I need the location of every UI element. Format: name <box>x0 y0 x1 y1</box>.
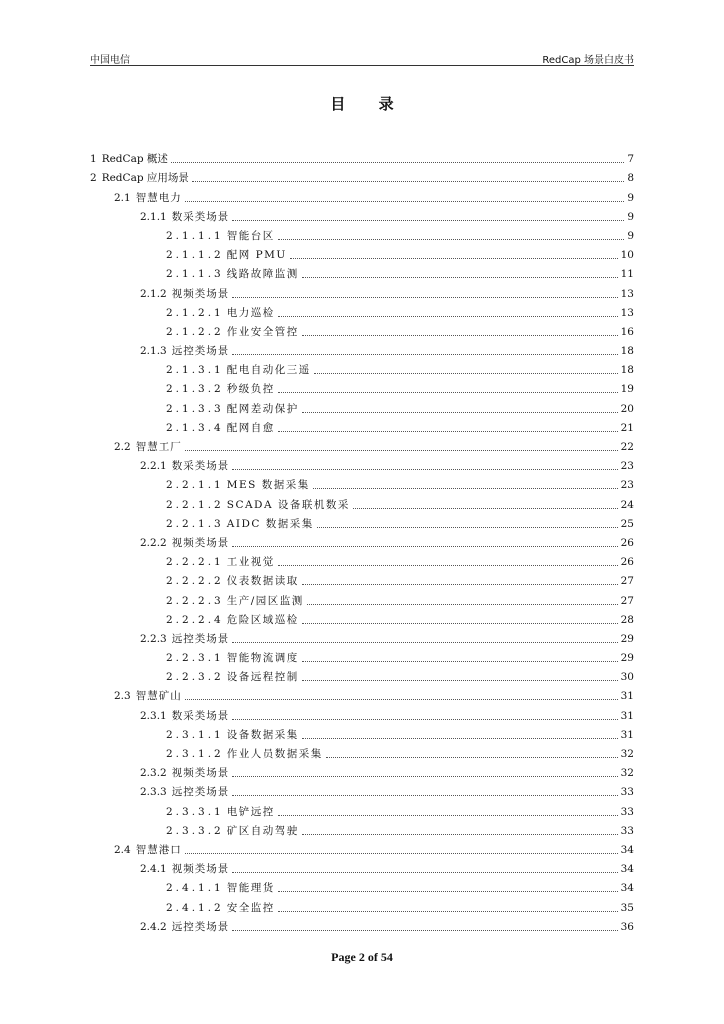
toc-entry-number: 2.3.1.2 <box>166 748 224 760</box>
toc-entry-title: 电力巡检 <box>226 306 275 319</box>
toc-entry[interactable] <box>90 607 634 626</box>
toc-entry-number: 2.3.3.2 <box>166 824 224 837</box>
toc-entry-title: 配电自动化三遥 <box>226 364 311 377</box>
toc-dot-leader <box>232 641 617 643</box>
toc-entry[interactable] <box>90 779 634 798</box>
toc-entry-title: 设备数据采集 <box>226 728 299 741</box>
toc-entry-page: 33 <box>620 805 634 818</box>
toc-dot-leader <box>232 794 617 796</box>
toc-entry-title: 生产/园区监测 <box>226 594 304 607</box>
toc-entry[interactable] <box>90 223 634 242</box>
toc-entry[interactable] <box>90 376 634 395</box>
toc-dot-leader <box>302 334 618 336</box>
toc-entry-page: 28 <box>620 613 634 626</box>
toc-entry-title: 智能物流调度 <box>226 652 299 665</box>
toc-dot-leader <box>171 161 624 163</box>
toc-entry-title: 智能台区 <box>226 229 275 242</box>
toc-entry-page: 34 <box>620 882 634 895</box>
toc-entry-title: AIDC 数据采集 <box>226 517 314 530</box>
toc-entry-title: 远控类场景 <box>171 920 230 933</box>
toc-entry-title: RedCap 概述 <box>101 153 168 166</box>
toc-entry-page: 16 <box>620 325 634 338</box>
toc-entry-page: 33 <box>620 786 634 799</box>
toc-entry-number: 2.4 <box>114 843 131 856</box>
toc-entry[interactable] <box>90 511 634 530</box>
toc-entry-number: 2.1.3.3 <box>166 402 224 415</box>
toc-entry-page: 36 <box>620 920 634 933</box>
toc-entry-number: 2.1.1.1 <box>166 229 224 242</box>
toc-entry-number: 2.2.2.3 <box>166 594 224 607</box>
toc-entry[interactable] <box>90 798 634 817</box>
toc-dot-leader <box>326 756 618 758</box>
toc-entry-title: 配网差动保护 <box>226 402 299 415</box>
toc-entry[interactable] <box>90 453 634 472</box>
toc-dot-leader <box>353 507 618 509</box>
toc-entry-page: 34 <box>620 863 634 876</box>
toc-entry-page: 20 <box>620 402 634 415</box>
toc-entry-page: 18 <box>620 364 634 377</box>
toc-entry-page: 25 <box>620 517 634 530</box>
toc-entry-title: 作业安全管控 <box>226 325 299 338</box>
toc-dot-leader <box>232 929 617 931</box>
toc-entry-number: 2.2.3 <box>140 632 167 645</box>
toc-entry[interactable] <box>90 319 634 338</box>
toc-entry-page: 27 <box>620 575 634 588</box>
toc-entry-title: 数采类场景 <box>171 709 230 722</box>
toc-entry[interactable] <box>90 261 634 280</box>
toc-entry[interactable] <box>90 415 634 434</box>
toc-entry-title: 秒级负控 <box>226 383 275 396</box>
toc-entry-number: 2.1.2.1 <box>166 306 224 319</box>
toc-entry[interactable] <box>90 280 634 299</box>
toc-entry-number: 2.4.1 <box>140 863 167 876</box>
header-doc-title: RedCap 场景白皮书 <box>542 55 634 66</box>
toc-entry-page: 9 <box>627 229 634 242</box>
toc-entry-title: 安全监控 <box>226 901 275 914</box>
toc-entry-page: 22 <box>620 441 634 453</box>
toc-entry-number: 2.2.3.2 <box>166 671 224 684</box>
toc-entry-page: 32 <box>620 748 634 760</box>
toc-entry-number: 2.3.2 <box>140 767 167 780</box>
toc-dot-leader <box>185 852 618 854</box>
toc-dot-leader <box>185 698 618 700</box>
table-of-contents <box>90 146 634 933</box>
toc-entry[interactable] <box>90 491 634 510</box>
toc-entry-page: 31 <box>620 709 634 722</box>
toc-entry-number: 2.1.2 <box>140 287 167 300</box>
toc-entry-title: 远控类场景 <box>171 632 230 645</box>
page-header <box>90 51 634 66</box>
toc-entry[interactable] <box>90 818 634 837</box>
toc-entry-title: 矿区自动驾驶 <box>226 824 299 837</box>
toc-entry-page: 29 <box>620 632 634 645</box>
toc-entry[interactable] <box>90 165 634 184</box>
toc-entry-title: 远控类场景 <box>171 345 230 358</box>
toc-entry-title: 危险区域巡检 <box>226 613 299 626</box>
toc-entry-title: 电铲远控 <box>226 805 275 818</box>
toc-dot-leader <box>290 257 618 259</box>
toc-entry-title: RedCap 应用场景 <box>101 172 189 185</box>
toc-entry-number: 2.1.3 <box>140 345 167 358</box>
toc-entry-page: 31 <box>620 690 634 703</box>
toc-entry-page: 26 <box>620 536 634 549</box>
toc-entry-title: 视频类场景 <box>171 536 230 549</box>
toc-dot-leader <box>302 679 618 681</box>
toc-entry[interactable] <box>90 204 634 223</box>
toc-dot-leader <box>278 391 618 393</box>
toc-dot-leader <box>302 660 618 662</box>
toc-entry[interactable] <box>90 760 634 779</box>
toc-entry-page: 13 <box>620 287 634 300</box>
toc-dot-leader <box>278 564 618 566</box>
toc-title: 目 录 <box>330 95 408 113</box>
toc-dot-leader <box>317 526 618 528</box>
toc-entry-number: 2.2 <box>114 441 131 453</box>
toc-entry-title: 工业视觉 <box>226 556 275 569</box>
toc-entry-title: 智慧矿山 <box>135 690 182 703</box>
toc-entry-number: 2.2.1.3 <box>166 517 224 530</box>
toc-entry-page: 29 <box>620 652 634 665</box>
toc-entry-page: 13 <box>620 306 634 319</box>
toc-dot-leader <box>192 180 624 182</box>
toc-entry[interactable] <box>90 894 634 913</box>
toc-entry-page: 32 <box>620 767 634 780</box>
toc-dot-leader <box>278 315 618 317</box>
toc-dot-leader <box>232 775 617 777</box>
toc-entry-title: 视频类场景 <box>171 863 230 876</box>
toc-entry-page: 19 <box>620 383 634 396</box>
toc-entry-number: 2.4.1.2 <box>166 901 224 914</box>
toc-entry-page: 24 <box>620 498 634 511</box>
toc-entry-title: 远控类场景 <box>171 786 230 799</box>
toc-entry-title: MES 数据采集 <box>226 479 310 492</box>
toc-entry-number: 2.1.1 <box>140 210 167 223</box>
page-number-footer: Page 2 of 54 <box>331 950 393 964</box>
toc-entry[interactable] <box>90 242 634 261</box>
toc-entry-number: 2.3 <box>114 690 131 703</box>
toc-dot-leader <box>278 890 618 892</box>
toc-entry-number: 2.1.1.3 <box>166 268 224 281</box>
toc-entry[interactable] <box>90 645 634 664</box>
toc-entry-page: 23 <box>620 479 634 492</box>
toc-dot-leader <box>302 622 618 624</box>
toc-entry[interactable] <box>90 146 634 165</box>
toc-entry-number: 2.4.1.1 <box>166 882 224 895</box>
toc-entry-title: SCADA 设备联机数采 <box>226 498 350 511</box>
toc-entry-title: 配网 PMU <box>226 249 287 262</box>
toc-entry-page: 9 <box>627 210 634 223</box>
toc-dot-leader <box>307 603 618 605</box>
toc-entry-title: 数采类场景 <box>171 210 230 223</box>
toc-entry-page: 18 <box>620 345 634 358</box>
toc-entry-number: 2.3.1.1 <box>166 728 224 741</box>
toc-entry[interactable] <box>90 184 634 203</box>
toc-entry-number: 2.3.3.1 <box>166 805 224 818</box>
toc-dot-leader <box>302 737 618 739</box>
toc-entry-number: 2.2.2.4 <box>166 613 224 626</box>
toc-dot-leader <box>232 468 617 470</box>
toc-entry-page: 30 <box>620 671 634 684</box>
toc-entry-title: 线路故障监测 <box>226 268 299 281</box>
toc-entry-page: 11 <box>620 268 634 281</box>
toc-dot-leader <box>185 449 618 451</box>
toc-entry[interactable] <box>90 587 634 606</box>
toc-entry[interactable] <box>90 549 634 568</box>
toc-entry-number: 1 <box>90 153 97 166</box>
toc-entry-title: 视频类场景 <box>171 287 230 300</box>
toc-entry-number: 2.1 <box>114 191 131 204</box>
toc-entry-number: 2.3.3 <box>140 786 167 799</box>
toc-entry-number: 2.1.3.1 <box>166 364 224 377</box>
toc-entry[interactable] <box>90 395 634 414</box>
toc-dot-leader <box>302 411 618 413</box>
toc-dot-leader <box>302 833 618 835</box>
toc-entry[interactable] <box>90 472 634 491</box>
toc-entry-number: 2.4.2 <box>140 920 167 933</box>
toc-entry-page: 34 <box>620 843 634 856</box>
toc-dot-leader <box>185 200 625 202</box>
toc-entry-number: 2.1.1.2 <box>166 249 224 262</box>
toc-dot-leader <box>232 871 617 873</box>
toc-entry-page: 26 <box>620 556 634 569</box>
toc-entry[interactable] <box>90 300 634 319</box>
toc-entry[interactable] <box>90 683 634 702</box>
toc-entry[interactable] <box>90 875 634 894</box>
toc-entry[interactable] <box>90 338 634 357</box>
toc-dot-leader <box>232 296 617 298</box>
toc-entry-title: 智慧港口 <box>135 843 182 856</box>
toc-entry[interactable] <box>90 702 634 721</box>
toc-entry-page: 8 <box>627 172 634 185</box>
toc-entry-title: 作业人员数据采集 <box>226 748 323 760</box>
toc-entry-number: 2.2.1 <box>140 460 167 473</box>
toc-entry-title: 智慧电力 <box>135 191 182 204</box>
toc-dot-leader <box>278 814 618 816</box>
toc-entry-page: 23 <box>620 460 634 473</box>
toc-entry-title: 数采类场景 <box>171 460 230 473</box>
toc-entry[interactable] <box>90 664 634 683</box>
toc-entry[interactable] <box>90 626 634 645</box>
toc-entry-number: 2.3.1 <box>140 709 167 722</box>
toc-dot-leader <box>302 583 618 585</box>
toc-entry-number: 2.2.2.1 <box>166 556 224 569</box>
toc-entry[interactable] <box>90 530 634 549</box>
toc-dot-leader <box>232 353 617 355</box>
toc-entry-number: 2 <box>90 172 97 185</box>
toc-dot-leader <box>232 545 617 547</box>
toc-entry-number: 2.1.2.2 <box>166 325 224 338</box>
toc-entry[interactable] <box>90 741 634 760</box>
toc-entry-page: 21 <box>620 421 634 434</box>
toc-entry-number: 2.2.3.1 <box>166 652 224 665</box>
header-org-name: 中国电信 <box>90 55 130 66</box>
toc-entry-title: 仪表数据读取 <box>226 575 299 588</box>
toc-entry-title: 视频类场景 <box>171 767 230 780</box>
toc-entry[interactable] <box>90 837 634 856</box>
toc-entry-number: 2.2.2 <box>140 536 167 549</box>
toc-dot-leader <box>302 276 618 278</box>
toc-entry-title: 配网自愈 <box>226 421 275 434</box>
toc-entry[interactable] <box>90 914 634 933</box>
toc-entry-page: 35 <box>620 901 634 914</box>
toc-entry-number: 2.1.3.4 <box>166 421 224 434</box>
toc-dot-leader <box>232 718 617 720</box>
toc-entry-number: 2.2.1.2 <box>166 498 224 511</box>
toc-entry-title: 设备远程控制 <box>226 671 299 684</box>
toc-entry-page: 9 <box>627 191 634 204</box>
toc-dot-leader <box>232 219 624 221</box>
toc-dot-leader <box>313 487 618 489</box>
toc-entry[interactable] <box>90 856 634 875</box>
toc-entry[interactable] <box>90 434 634 453</box>
toc-dot-leader <box>278 910 618 912</box>
toc-entry-page: 7 <box>627 153 634 166</box>
toc-entry[interactable] <box>90 357 634 376</box>
toc-entry-page: 33 <box>620 824 634 837</box>
toc-dot-leader <box>278 430 618 432</box>
toc-entry-title: 智慧工厂 <box>135 441 182 453</box>
toc-entry-page: 31 <box>620 728 634 741</box>
toc-entry-page: 10 <box>620 249 634 262</box>
toc-entry[interactable] <box>90 722 634 741</box>
toc-entry[interactable] <box>90 568 634 587</box>
toc-dot-leader <box>278 238 625 240</box>
toc-entry-title: 智能理货 <box>226 882 275 895</box>
toc-entry-number: 2.2.1.1 <box>166 479 224 492</box>
toc-entry-number: 2.2.2.2 <box>166 575 224 588</box>
toc-dot-leader <box>314 372 618 374</box>
toc-entry-number: 2.1.3.2 <box>166 383 224 396</box>
toc-entry-page: 27 <box>620 594 634 607</box>
